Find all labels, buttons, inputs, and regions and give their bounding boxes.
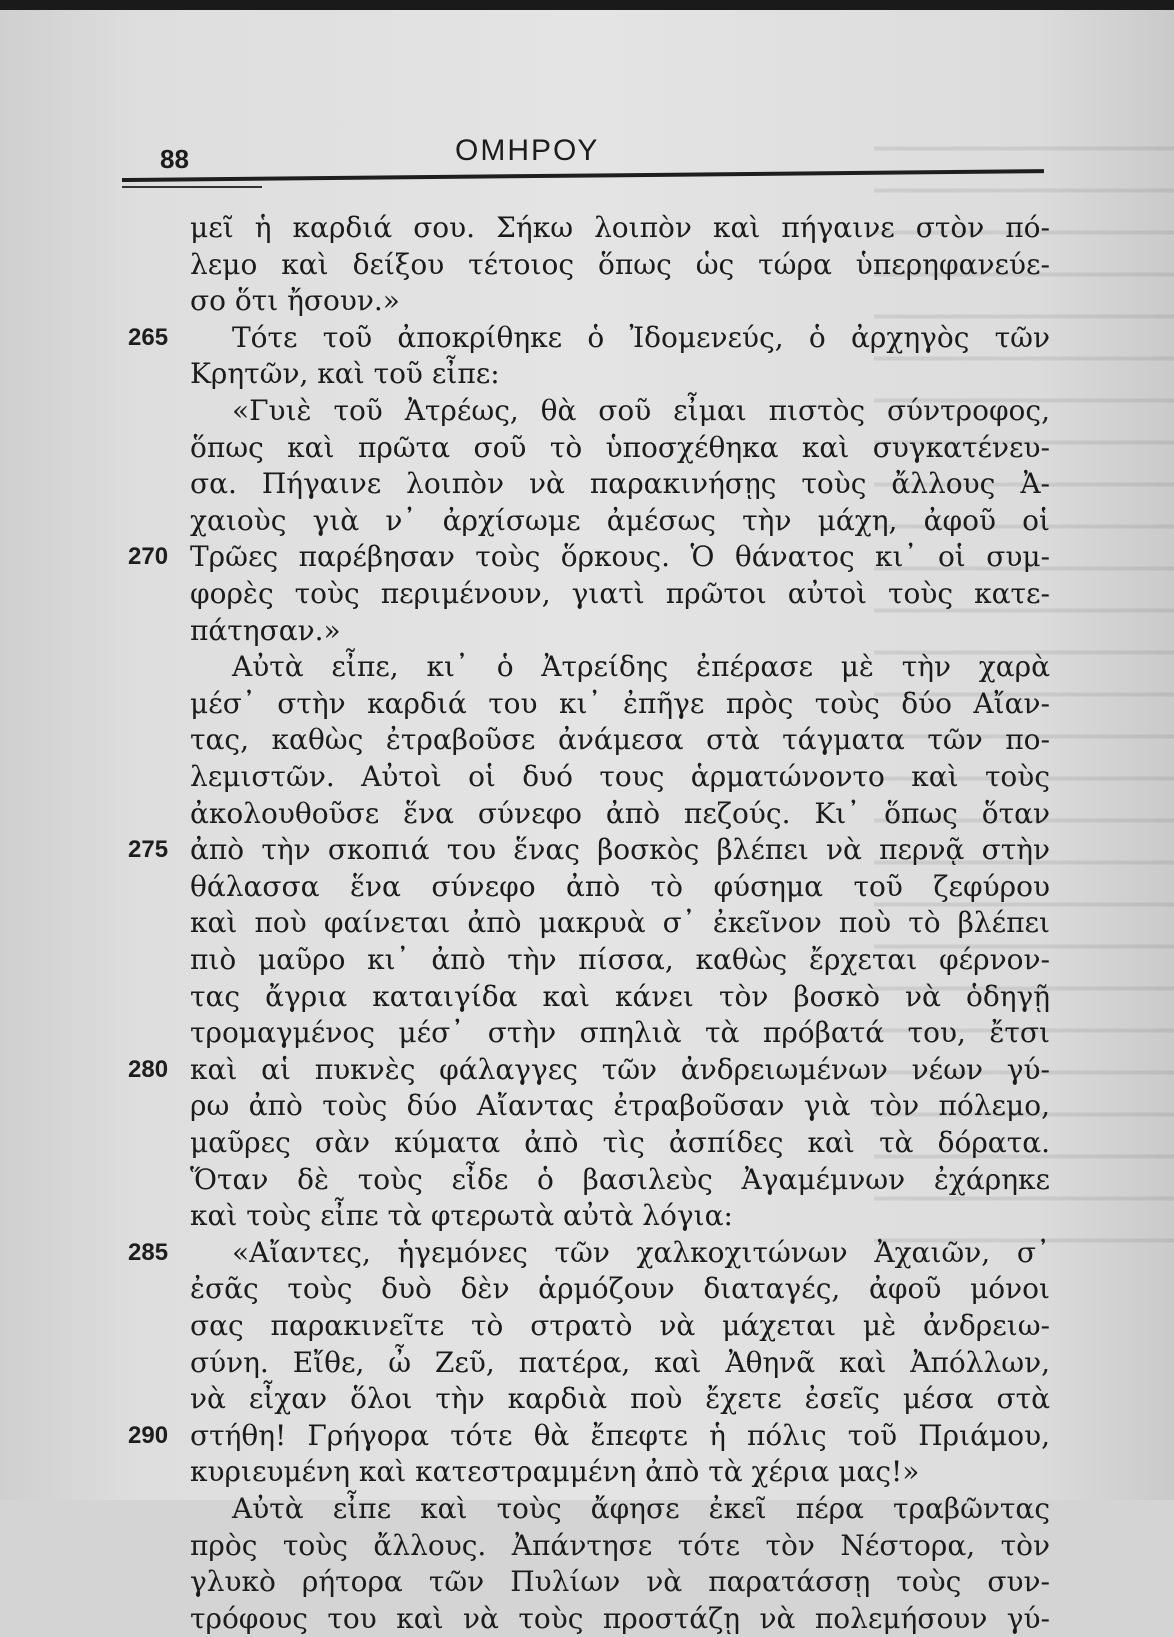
text-line: λεμο καὶ δείξου τέτοιος ὅπως ὡς τώρα ὑπερηφανεύε- bbox=[190, 248, 1050, 281]
page-number: 88 bbox=[160, 144, 189, 174]
verse-line-number: 275 bbox=[128, 836, 169, 863]
text-line: πιὸ μαῦρο κι᾿ ἀπὸ τὴν πίσσα, καθὼς ἔρχεται φέρνον- bbox=[190, 943, 1050, 976]
text-line: τρομαγμένος μέσ᾿ στὴν σπηλιὰ τὰ πρόβατά του, ἔτσι bbox=[190, 1016, 1050, 1049]
text-line: λεμιστῶν. Αὐτοὶ οἱ δυό τους ἁρματώνοντο καὶ τοὺς bbox=[190, 760, 1050, 793]
verse-line-number: 265 bbox=[128, 324, 169, 351]
text-line: τας, καθὼς ἐτραβοῦσε ἀνάμεσα στὰ τάγματα τῶν πο- bbox=[190, 723, 1050, 756]
text-line: γλυκὸ ρήτορα τῶν Πυλίων νὰ παρατάσσῃ τοὺς συν- bbox=[190, 1565, 1050, 1598]
text-line: τας ἄγρια καταιγίδα καὶ κάνει τὸν βοσκὸ νὰ ὁδηγῇ bbox=[190, 980, 1050, 1013]
text-line: φορὲς τοὺς περιμένουν, γιατὶ πρῶτοι αὐτοὶ τοὺς κατε- bbox=[190, 577, 1050, 610]
text-line: καὶ αἱ πυκνὲς φάλαγγες τῶν ἀνδρειωμένων νέων γύ- bbox=[190, 1053, 1050, 1086]
text-line: Κρητῶν, καὶ τοῦ εἶπε: bbox=[190, 357, 500, 390]
text-line: κυριευμένη καὶ κατεστραμμένη ἀπὸ τὰ χέρια μας!» bbox=[190, 1455, 920, 1488]
text-line: σο ὅτι ἤσουν.» bbox=[190, 284, 400, 317]
text-line: Αὐτὰ εἶπε καὶ τοὺς ἄφησε ἐκεῖ πέρα τραβῶντας bbox=[232, 1492, 1050, 1525]
text-line: σα. Πήγαινε λοιπὸν νὰ παρακινήσῃς τοὺς ἄλλους Ἀ- bbox=[190, 467, 1050, 500]
scan-top-edge bbox=[0, 0, 1174, 10]
text-line: χαιοὺς γιὰ ν᾿ ἀρχίσωμε ἀμέσως τὴν μάχη, ἀφοῦ οἱ bbox=[190, 504, 1050, 537]
text-line: καὶ ποὺ φαίνεται ἀπὸ μακρυὰ σ᾿ ἐκεῖνον ποὺ τὸ βλέπει bbox=[190, 906, 1050, 939]
text-line: σύνη. Εἴθε, ὦ Ζεῦ, πατέρα, καὶ Ἀθηνᾶ καὶ Ἀπόλλων, bbox=[190, 1346, 1050, 1379]
text-line: θάλασσα ἕνα σύνεφο ἀπὸ τὸ φύσημα τοῦ ζεφύρου bbox=[190, 870, 1050, 903]
text-line: πάτησαν.» bbox=[190, 614, 341, 647]
text-line: τρόφους του καὶ νὰ τοὺς προστάζῃ νὰ πολεμήσουν γύ- bbox=[190, 1602, 1050, 1635]
text-line: ἀκολουθοῦσε ἕνα σύνεφο ἀπὸ πεζούς. Κι᾿ ὅπως ὅταν bbox=[190, 797, 1050, 830]
text-line: στήθη! Γρήγορα τότε θὰ ἔπεφτε ἡ πόλις τοῦ Πριάμου, bbox=[190, 1419, 1050, 1452]
text-line: ρω ἀπὸ τοὺς δύο Αἴαντας ἐτραβοῦσαν γιὰ τὸν πόλεμο, bbox=[190, 1089, 1050, 1122]
text-line: μέσ᾿ στὴν καρδιά του κι᾿ ἐπῆγε πρὸς τοὺς δύο Αἴαν- bbox=[190, 687, 1050, 720]
text-line: «Αἴαντες, ἡγεμόνες τῶν χαλκοχιτώνων Ἀχαιῶν, σ᾿ bbox=[232, 1236, 1050, 1269]
text-line: μαῦρες σὰν κύματα ἀπὸ τὶς ἀσπίδες καὶ τὰ δόρατα. bbox=[190, 1126, 1050, 1159]
text-line: μεῖ ἡ καρδιά σου. Σήκω λοιπὸν καὶ πήγαινε στὸν πό- bbox=[190, 211, 1050, 244]
header-rule-accent bbox=[122, 186, 262, 188]
text-line: Ὅταν δὲ τοὺς εἶδε ὁ βασιλεὺς Ἀγαμέμνων ἐχάρηκε bbox=[190, 1163, 1050, 1196]
text-line: νὰ εἶχαν ὅλοι τὴν καρδιὰ ποὺ ἔχετε ἐσεῖς μέσα στὰ bbox=[190, 1382, 1050, 1415]
verse-line-number: 285 bbox=[128, 1239, 169, 1266]
text-line: πρὸς τοὺς ἄλλους. Ἀπάντησε τότε τὸν Νέστορα, τὸν bbox=[190, 1529, 1050, 1562]
text-line: ἐσᾶς τοὺς δυὸ δὲν ἁρμόζουν διαταγές, ἀφοῦ μόνοι bbox=[190, 1272, 1050, 1305]
verse-line-number: 290 bbox=[128, 1422, 169, 1449]
text-line: ὅπως καὶ πρῶτα σοῦ τὸ ὑποσχέθηκα καὶ συγκατένευ- bbox=[190, 431, 1050, 464]
text-line: καὶ τοὺς εἶπε τὰ φτερωτὰ αὐτὰ λόγια: bbox=[190, 1199, 733, 1232]
verse-line-number: 280 bbox=[128, 1056, 169, 1083]
text-line: Τότε τοῦ ἀποκρίθηκε ὁ Ἰδομενεύς, ὁ ἀρχηγὸς τῶν bbox=[232, 321, 1050, 354]
running-title: ΟΜΗΡΟΥ bbox=[455, 134, 600, 167]
verse-line-number: 270 bbox=[128, 543, 169, 570]
text-line: ἀπὸ τὴν σκοπιά του ἕνας βοσκὸς βλέπει νὰ περνᾷ στὴν bbox=[190, 833, 1050, 866]
page-header bbox=[150, 128, 1050, 174]
text-line: «Γυιὲ τοῦ Ἀτρέως, θὰ σοῦ εἶμαι πιστὸς σύντροφος, bbox=[232, 394, 1050, 427]
text-line: Τρῶες παρέβησαν τοὺς ὅρκους. Ὁ θάνατος κι᾿ οἱ συμ- bbox=[190, 540, 1050, 573]
text-line: σας παρακινεῖτε τὸ στρατὸ νὰ μάχεται μὲ ἀνδρειω- bbox=[190, 1309, 1050, 1342]
text-line: Αὐτὰ εἶπε, κι᾿ ὁ Ἀτρείδης ἐπέρασε μὲ τὴν χαρὰ bbox=[232, 650, 1050, 683]
